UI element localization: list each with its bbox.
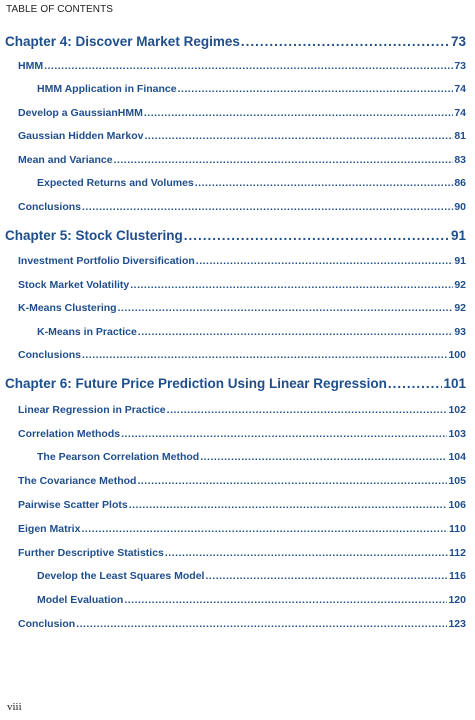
toc-entry-kmeans-clustering[interactable] [18, 302, 466, 314]
dot-leader [81, 523, 448, 535]
toc-entry-title: The Pearson Correlation Method [37, 451, 200, 463]
running-header: TABLE OF CONTENTS [6, 4, 114, 15]
dot-leader [82, 201, 453, 213]
dot-leader [130, 279, 453, 291]
toc-entry-title: Stock Market Volatility [18, 279, 130, 291]
toc-page-number: 93 [454, 326, 466, 338]
toc-entry-title: The Covariance Method [18, 475, 137, 487]
page-number-footer: viii [7, 701, 22, 713]
toc-page-number: 92 [454, 279, 466, 291]
toc-entry-title: Chapter 5: Stock Clustering [5, 228, 183, 243]
toc-page-number: 102 [448, 404, 466, 416]
toc-entry-expected-returns[interactable] [37, 177, 466, 189]
dot-leader [144, 130, 453, 142]
toc-entry-gaussian-hidden-markov[interactable] [18, 130, 466, 142]
toc-entry-title: Chapter 6: Future Price Prediction Using Linear Regression [5, 376, 387, 391]
toc-entry-conclusions-ch4[interactable] [18, 201, 466, 213]
toc-page-number: 110 [449, 523, 466, 535]
toc-entry-title: Gaussian Hidden Markov [18, 130, 144, 142]
toc-page-number: 91 [454, 255, 466, 267]
toc-entry-conclusion-ch6[interactable] [18, 618, 466, 630]
toc-page-number: 74 [454, 107, 466, 119]
toc-entry-descriptive-statistics[interactable] [18, 547, 466, 559]
toc-entry-title: Correlation Methods [18, 428, 121, 440]
dot-leader [76, 618, 447, 630]
toc-page-number: 81 [454, 130, 466, 142]
toc-page-number: 100 [448, 349, 466, 361]
dot-leader [165, 547, 448, 559]
toc-entry-market-volatility[interactable] [18, 279, 466, 291]
toc-entry-eigen-matrix[interactable] [18, 523, 466, 535]
toc-entry-title: Chapter 4: Discover Market Regimes [5, 34, 240, 49]
toc-page-number: 91 [450, 228, 466, 243]
toc-entry-portfolio-diversification[interactable] [18, 255, 466, 267]
toc-entry-title: Conclusions [18, 349, 82, 361]
dot-leader [184, 228, 450, 243]
toc-entry-title: Develop the Least Squares Model [37, 570, 205, 582]
toc-page-number: 123 [448, 618, 466, 630]
toc-page-number: 103 [448, 428, 466, 440]
toc-page-number: 112 [449, 547, 466, 559]
dot-leader [44, 60, 453, 72]
dot-leader [138, 326, 454, 338]
toc-entry-title: Investment Portfolio Diversification [18, 255, 195, 267]
toc-page-number: 106 [448, 499, 466, 511]
toc-page-number: 92 [454, 302, 466, 314]
toc-entry-mean-variance[interactable] [18, 154, 466, 166]
dot-leader [200, 451, 447, 463]
toc-entry-pairwise-scatter[interactable] [18, 499, 466, 511]
toc-page-number: 73 [450, 34, 466, 49]
toc-page-number: 104 [448, 451, 466, 463]
toc-entry-gaussianhmm[interactable] [18, 107, 466, 119]
dot-leader [114, 154, 454, 166]
dot-leader [178, 83, 454, 95]
toc-entry-title: Eigen Matrix [18, 523, 81, 535]
toc-entry-title: Conclusion [18, 618, 76, 630]
dot-leader [196, 255, 454, 267]
dot-leader [137, 475, 447, 487]
dot-leader [241, 34, 450, 49]
toc-entry-correlation-methods[interactable] [18, 428, 466, 440]
toc-entry-title: Linear Regression in Practice [18, 404, 166, 416]
dot-leader [144, 107, 453, 119]
toc-page-number: 90 [454, 201, 466, 213]
toc-entry-title: Model Evaluation [37, 594, 124, 606]
toc-entry-title: HMM [18, 60, 44, 72]
toc-entry-covariance-method[interactable] [18, 475, 466, 487]
toc-entry-title: Mean and Variance [18, 154, 113, 166]
toc-entry-least-squares[interactable] [37, 570, 466, 582]
toc-entry-pearson-correlation[interactable] [37, 451, 466, 463]
toc-entry-title: HMM Application in Finance [37, 83, 177, 95]
dot-leader [118, 302, 454, 314]
toc-entry-kmeans-practice[interactable] [37, 326, 466, 338]
toc-entry-linear-regression-practice[interactable] [18, 404, 466, 416]
dot-leader [82, 349, 447, 361]
toc-page-number: 74 [454, 83, 466, 95]
toc-entry-title: Conclusions [18, 201, 82, 213]
toc-page-number: 101 [443, 376, 466, 391]
dot-leader [195, 177, 454, 189]
toc-page-number: 73 [454, 60, 466, 72]
dot-leader [388, 376, 443, 391]
toc-entry-title: Further Descriptive Statistics [18, 547, 164, 559]
toc-entry-model-evaluation[interactable] [37, 594, 466, 606]
dot-leader [129, 499, 448, 511]
toc-entry-title: Develop a GaussianHMM [18, 107, 143, 119]
toc-page-number: 83 [454, 154, 466, 166]
toc-entry-title: K-Means in Practice [37, 326, 137, 338]
toc-entry-conclusions-ch5[interactable] [18, 349, 466, 361]
toc-chapter-5[interactable] [5, 228, 466, 243]
dot-leader [124, 594, 447, 606]
toc-chapter-4[interactable] [5, 34, 466, 49]
toc-page-number: 86 [454, 177, 466, 189]
toc-chapter-6[interactable] [5, 376, 466, 391]
toc-entry-title: Expected Returns and Volumes [37, 177, 194, 189]
toc-page-number: 105 [448, 475, 466, 487]
toc-entry-title: Pairwise Scatter Plots [18, 499, 128, 511]
toc-page-number: 116 [449, 570, 466, 582]
toc-entry-hmm[interactable] [18, 60, 466, 72]
toc-entry-hmm-application[interactable] [37, 83, 466, 95]
toc-entry-title: K-Means Clustering [18, 302, 117, 314]
dot-leader [167, 404, 448, 416]
dot-leader [205, 570, 448, 582]
dot-leader [121, 428, 447, 440]
toc-page-number: 120 [448, 594, 466, 606]
